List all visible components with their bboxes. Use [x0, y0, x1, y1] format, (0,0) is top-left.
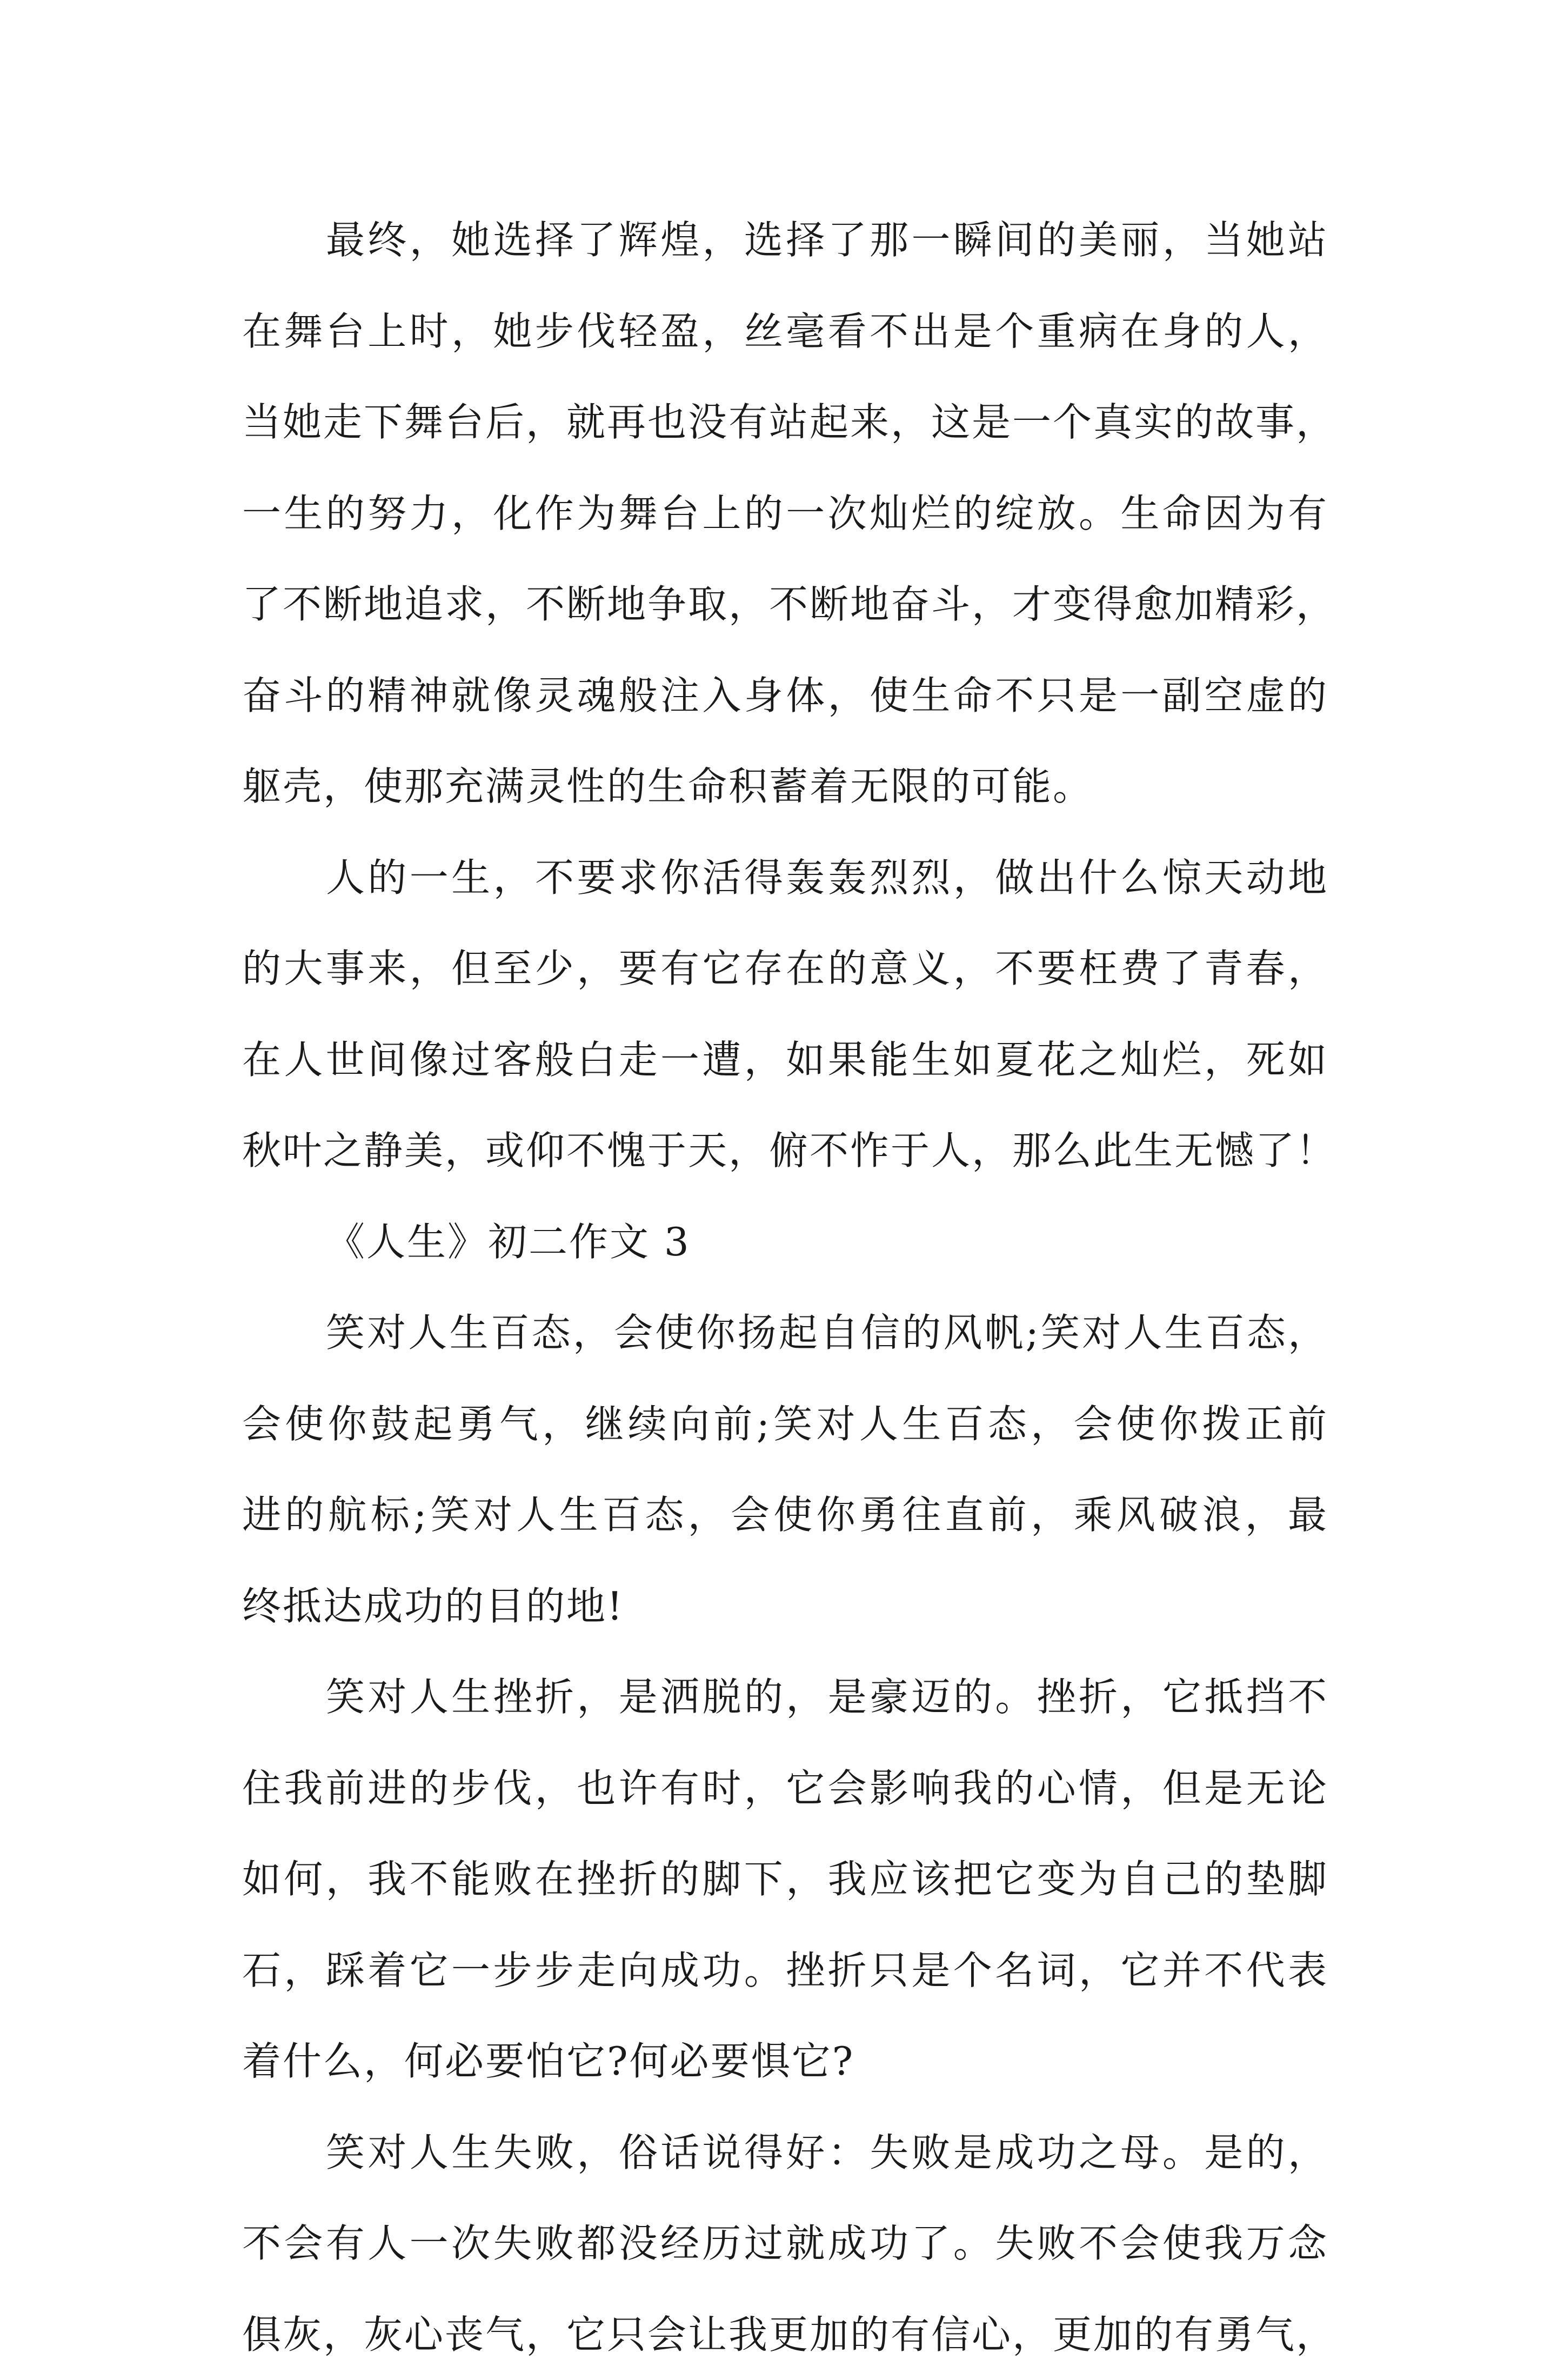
- text-line: 在舞台上时，她步伐轻盈，丝毫看不出是个重病在身的人，: [242, 286, 1328, 377]
- text-line: 着什么，何必要怕它?何必要惧它?: [242, 2016, 1328, 2107]
- text-line: 的大事来，但至少，要有它存在的意义，不要枉费了青春，: [242, 923, 1328, 1014]
- text-line: 笑对人生挫折，是洒脱的，是豪迈的。挫折，它抵挡不: [242, 1652, 1328, 1743]
- text-line: 住我前进的步伐，也许有时，它会影响我的心情，但是无论: [242, 1743, 1328, 1834]
- text-line: 《人生》初二作文 3: [242, 1196, 1328, 1288]
- text-line: 石，踩着它一步步走向成功。挫折只是个名词，它并不代表: [242, 1925, 1328, 2016]
- text-line: 笑对人生百态，会使你扬起自信的风帆;笑对人生百态，: [242, 1287, 1328, 1379]
- text-line: 会使你鼓起勇气，继续向前;笑对人生百态，会使你拨正前: [242, 1379, 1328, 1470]
- text-line: 终抵达成功的目的地!: [242, 1561, 1328, 1652]
- text-line: 笑对人生失败，俗话说得好：失败是成功之母。是的，: [242, 2107, 1328, 2198]
- text-line: 不会有人一次失败都没经历过就成功了。失败不会使我万念: [242, 2198, 1328, 2289]
- document-body: [242, 195, 1328, 2380]
- text-line: 躯壳，使那充满灵性的生命积蓄着无限的可能。: [242, 741, 1328, 832]
- text-line: 如何，我不能败在挫折的脚下，我应该把它变为自己的垫脚: [242, 1834, 1328, 1925]
- text-line: 人的一生，不要求你活得轰轰烈烈，做出什么惊天动地: [242, 832, 1328, 924]
- text-line: 当她走下舞台后，就再也没有站起来，这是一个真实的故事，: [242, 377, 1328, 468]
- text-line: 在人世间像过客般白走一遭，如果能生如夏花之灿烂，死如: [242, 1014, 1328, 1106]
- text-line: 一生的努力，化作为舞台上的一次灿烂的绽放。生命因为有: [242, 468, 1328, 559]
- text-line: 俱灰，灰心丧气，它只会让我更加的有信心，更加的有勇气，: [242, 2289, 1328, 2380]
- text-line: 最终，她选择了辉煌，选择了那一瞬间的美丽，当她站: [242, 195, 1328, 286]
- text-line: 秋叶之静美，或仰不愧于天，俯不怍于人，那么此生无憾了！: [242, 1105, 1328, 1196]
- text-line: 奋斗的精神就像灵魂般注入身体，使生命不只是一副空虚的: [242, 650, 1328, 741]
- text-line: 进的航标;笑对人生百态，会使你勇往直前，乘风破浪，最: [242, 1469, 1328, 1561]
- text-line: 了不断地追求，不断地争取，不断地奋斗，才变得愈加精彩，: [242, 559, 1328, 650]
